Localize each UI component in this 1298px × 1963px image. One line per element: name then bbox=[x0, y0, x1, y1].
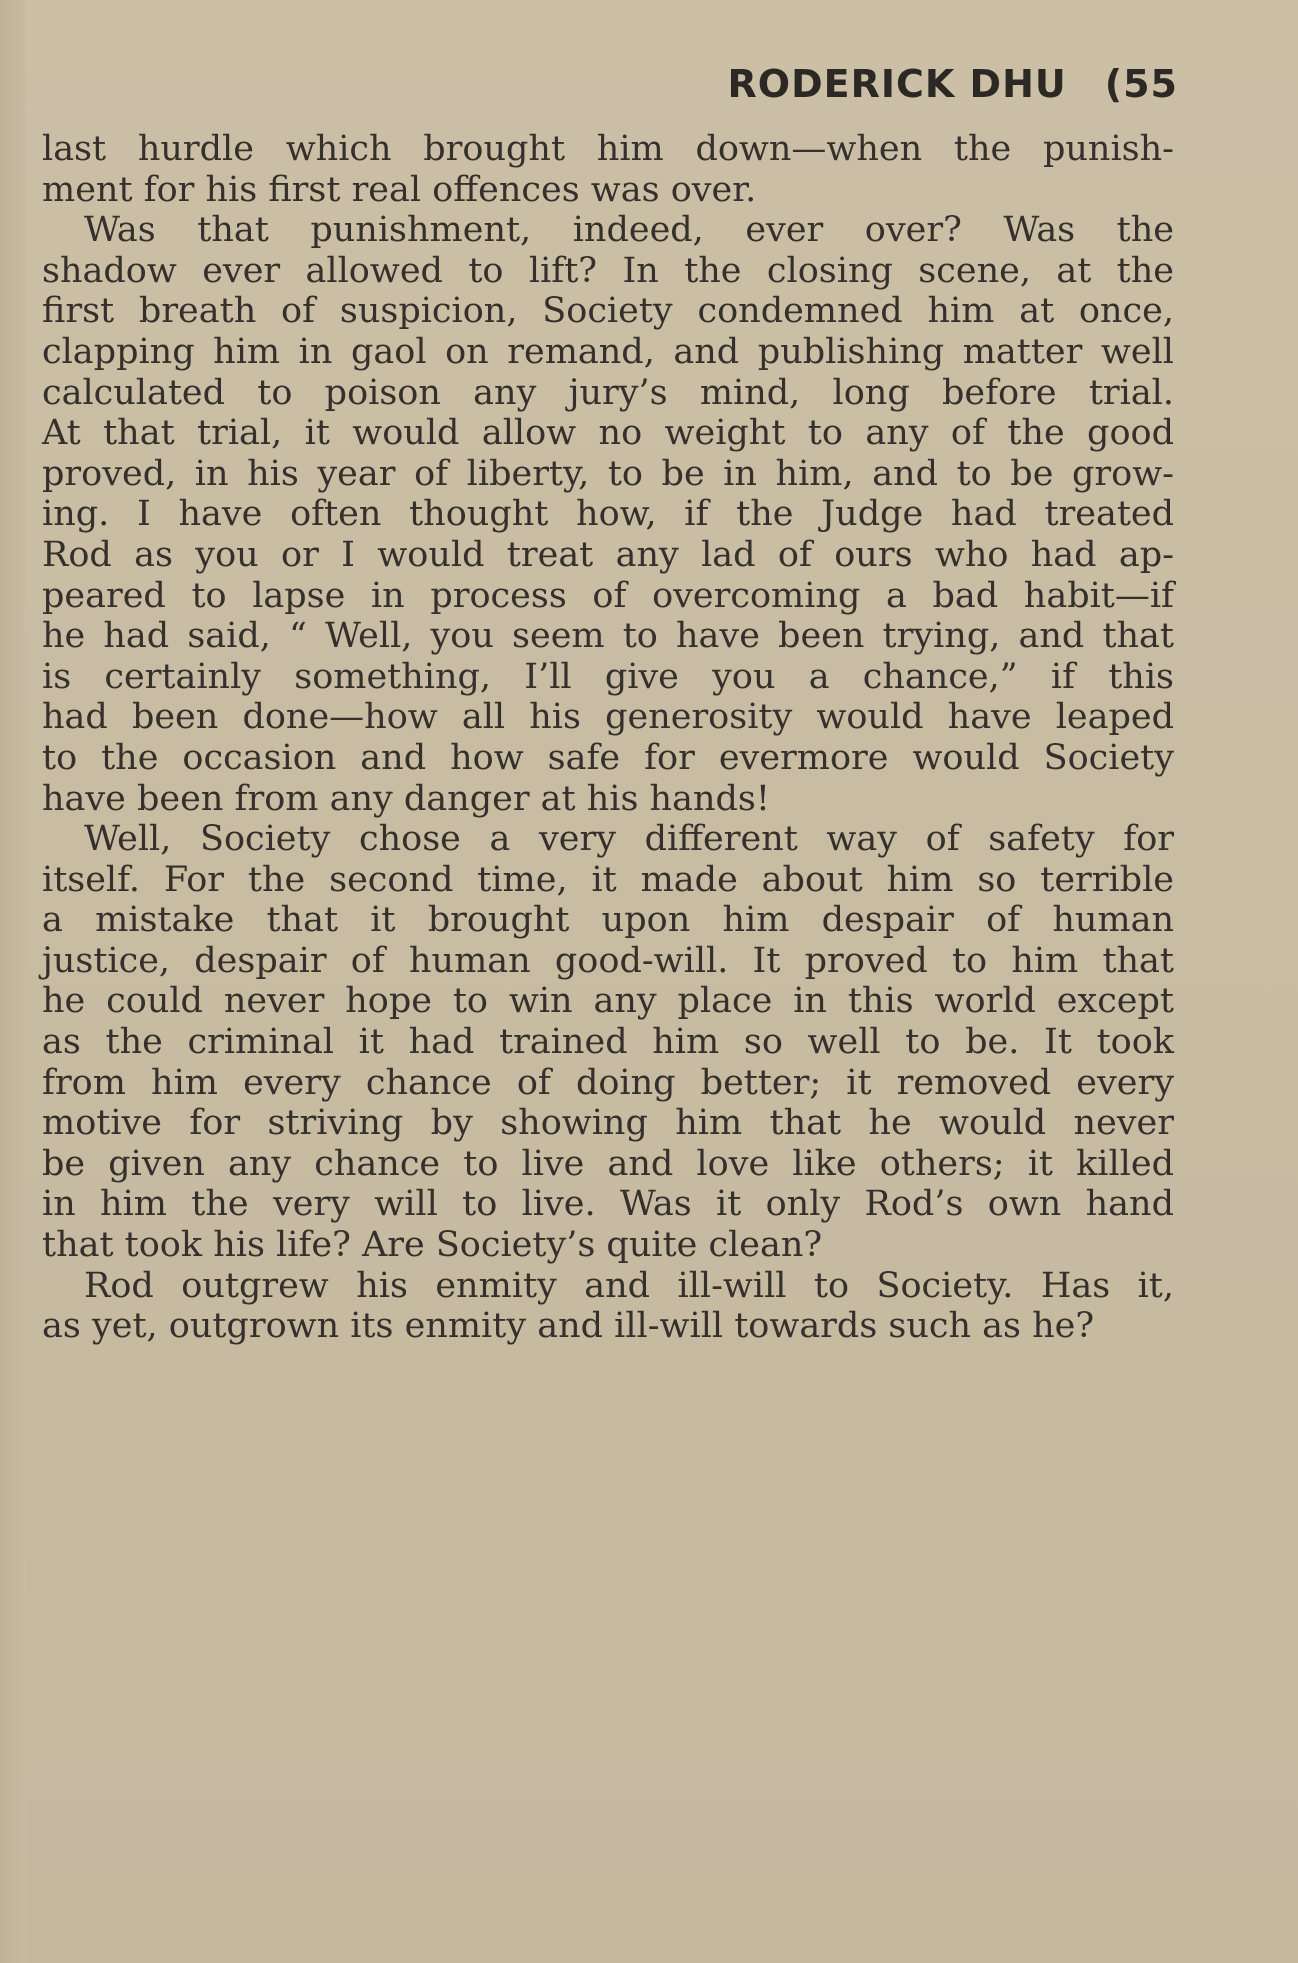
text-line: in him the very will to live. Was it only Rod’s own hand bbox=[42, 1184, 1174, 1225]
text-line: he had said, “ Well, you seem to have been trying, and that bbox=[42, 616, 1174, 657]
running-title: RODERICK DHU bbox=[727, 62, 1067, 106]
text-line: first breath of suspicion, Society condemned him at once, bbox=[42, 291, 1174, 332]
text-line: had been done—how all his generosity would have leaped bbox=[42, 697, 1174, 738]
text-line: Well, Society chose a very different way of safety for bbox=[84, 819, 1174, 860]
text-line: he could never hope to win any place in this world except bbox=[42, 981, 1174, 1022]
text-line: a mistake that it brought upon him despair of human bbox=[42, 900, 1174, 941]
text-line: as yet, outgrown its enmity and ill-will towards such as he? bbox=[42, 1306, 1095, 1347]
text-line: proved, in his year of liberty, to be in him, and to be grow- bbox=[42, 453, 1174, 494]
text-line: itself. For the second time, it made about him so terrible bbox=[42, 859, 1174, 900]
text-line: as the criminal it had trained him so well to be. It took bbox=[42, 1022, 1174, 1063]
page-number: (55 bbox=[1104, 62, 1178, 106]
text-line: At that trial, it would allow no weight to any of the good bbox=[42, 413, 1174, 454]
text-line: motive for striving by showing him that he would never bbox=[42, 1103, 1174, 1144]
text-line: is certainly something, I’ll give you a chance,” if this bbox=[42, 656, 1174, 697]
text-line: Rod outgrew his enmity and ill-will to Society. Has it, bbox=[84, 1265, 1174, 1306]
text-line: from him every chance of doing better; it removed every bbox=[42, 1062, 1174, 1103]
text-line: to the occasion and how safe for evermore would Society bbox=[42, 737, 1174, 778]
text-line: last hurdle which brought him down—when the punish- bbox=[42, 129, 1174, 169]
text-line: that took his life? Are Society’s quite clean? bbox=[42, 1225, 823, 1266]
text-line: Rod as you or I would treat any lad of ours who had ap- bbox=[42, 534, 1174, 575]
text-line: shadow ever allowed to lift? In the closing scene, at the bbox=[42, 250, 1174, 291]
page-gutter-shadow bbox=[0, 0, 26, 1963]
running-header bbox=[728, 62, 1178, 106]
text-line: ment for his first real offences was over. bbox=[42, 169, 757, 210]
text-line: have been from any danger at his hands! bbox=[42, 778, 770, 819]
text-line: Was that punishment, indeed, ever over? Was the bbox=[84, 210, 1174, 251]
text-line: justice, despair of human good-will. It proved to him that bbox=[42, 940, 1174, 981]
text-line: peared to lapse in process of overcoming a bad habit—if bbox=[42, 575, 1174, 616]
body-text bbox=[42, 129, 1174, 1347]
text-line: clapping him in gaol on remand, and publishing matter well bbox=[42, 331, 1174, 372]
text-line: ing. I have often thought how, if the Judge had treated bbox=[42, 494, 1174, 535]
text-line: calculated to poison any jury’s mind, long before trial. bbox=[42, 372, 1174, 413]
text-line: be given any chance to live and love like others; it killed bbox=[42, 1143, 1174, 1184]
